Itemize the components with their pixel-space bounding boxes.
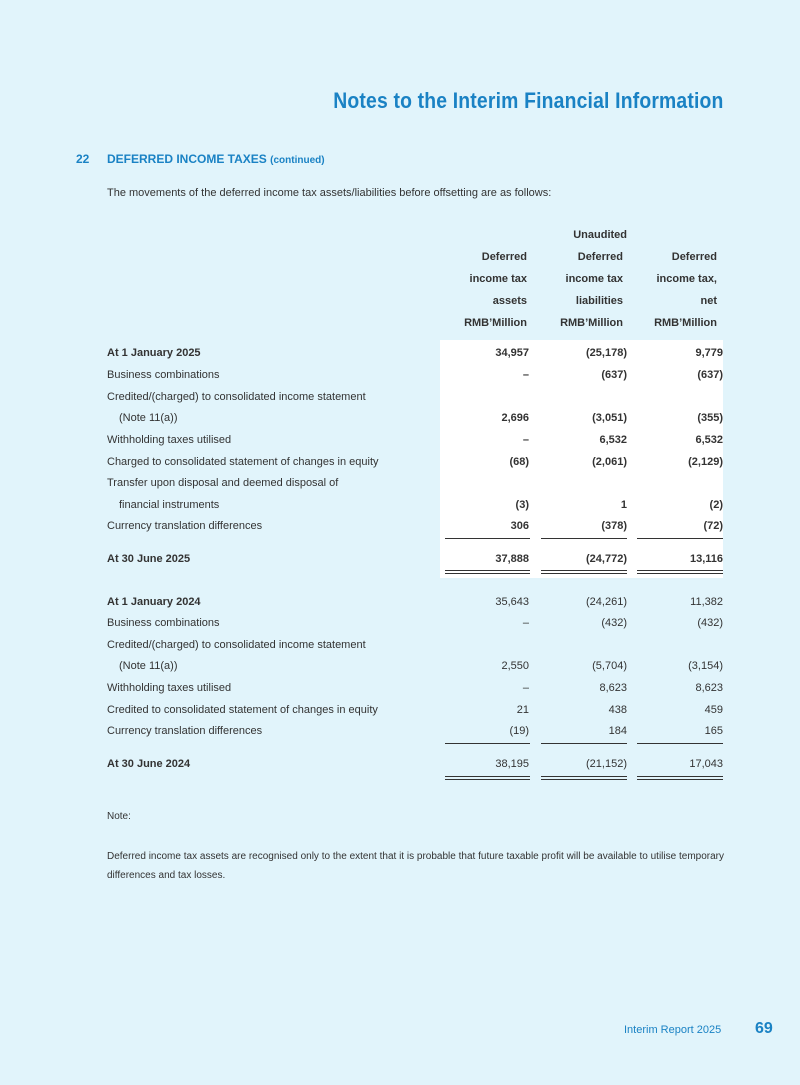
cell-equity-2025-assets: (68)	[509, 456, 529, 468]
footer-report-title: Interim Report 2025	[624, 1024, 722, 1036]
cell-open-2025-liabilities: (25,178)	[586, 347, 627, 359]
cell-close-2024-liabilities: (21,152)	[586, 758, 627, 770]
cell-withholding-2024-net: 8,623	[695, 682, 723, 694]
subtotal-rule	[637, 538, 723, 539]
cell-close-2025-liabilities: (24,772)	[586, 553, 627, 565]
subtotal-rule	[637, 743, 723, 744]
cell-close-2025-assets: 37,888	[495, 553, 529, 565]
row-label-withholding-2024: Withholding taxes utilised	[107, 682, 232, 694]
cell-bizcomb-2025-liabilities: (637)	[601, 369, 627, 381]
cell-fx-2025-net: (72)	[703, 520, 723, 532]
col1-header-l1: Deferred	[481, 251, 527, 263]
row-label-fin-instr-2025: financial instruments	[119, 499, 220, 511]
cell-close-2024-net: 17,043	[689, 758, 723, 770]
cell-open-2025-assets: 34,957	[495, 347, 529, 359]
row-label-close-2025: At 30 June 2025	[107, 553, 191, 565]
note-text: Deferred income tax assets are recognised only to the extent that it is probable that future taxable profit will be available to utilise temporary differences and tax losses.	[107, 851, 724, 881]
total-double-rule	[445, 776, 530, 777]
section-continued: (continued)	[270, 155, 325, 166]
cell-note11-2024-net: (3,154)	[688, 660, 723, 672]
col1-header-unit: RMB’Million	[464, 317, 527, 329]
row-label-note11-2025: (Note 11(a))	[119, 412, 178, 424]
row-label-income-stmt-2024: Credited/(charged) to consolidated income statement	[107, 639, 366, 651]
row-label-fx-2024: Currency translation differences	[107, 725, 263, 737]
subtotal-rule	[541, 743, 627, 744]
col3-header-unit: RMB’Million	[654, 317, 717, 329]
cell-note11-2024-liabilities: (5,704)	[592, 660, 627, 672]
cell-note11-2025-net: (355)	[697, 412, 723, 424]
row-label-transfer-2025: Transfer upon disposal and deemed disposal of	[107, 477, 339, 489]
subtotal-rule	[445, 743, 530, 744]
col2-header-l1: Deferred	[577, 251, 623, 263]
cell-fin-instr-2025-assets: (3)	[515, 499, 529, 511]
cell-withholding-2025-liabilities: 6,532	[599, 434, 627, 446]
row-label-withholding-2025: Withholding taxes utilised	[107, 434, 232, 446]
col3-header-l1: Deferred	[671, 251, 717, 263]
total-double-rule	[445, 573, 530, 574]
col1-header-l2: income tax	[469, 273, 527, 285]
cell-open-2025-net: 9,779	[695, 347, 723, 359]
total-double-rule	[541, 776, 627, 777]
cell-fx-2024-liabilities: 184	[608, 725, 627, 737]
row-label-equity-2024: Credited to consolidated statement of changes in equity	[107, 704, 378, 716]
note-label: Note:	[107, 811, 131, 822]
cell-fx-2024-assets: (19)	[509, 725, 529, 737]
col2-header-unit: RMB’Million	[560, 317, 623, 329]
unaudited-header: Unaudited	[573, 229, 627, 241]
cell-withholding-2024-assets: –	[522, 682, 529, 694]
cell-bizcomb-2024-assets: –	[522, 617, 529, 629]
cell-open-2024-net: 11,382	[690, 596, 723, 608]
cell-close-2024-assets: 38,195	[495, 758, 529, 770]
total-double-rule	[637, 779, 723, 780]
cell-equity-2024-assets: 21	[516, 704, 529, 716]
row-label-equity-2025: Charged to consolidated statement of changes in equity	[107, 456, 379, 468]
col2-header-l2: income tax	[565, 273, 623, 285]
row-label-open-2025: At 1 January 2025	[107, 347, 201, 359]
cell-note11-2025-liabilities: (3,051)	[592, 412, 627, 424]
cell-fin-instr-2025-net: (2)	[709, 499, 723, 511]
row-label-fx-2025: Currency translation differences	[107, 520, 263, 532]
page-number: 69	[755, 1020, 773, 1037]
row-label-note11-2024: (Note 11(a))	[119, 660, 178, 672]
cell-withholding-2025-net: 6,532	[695, 434, 723, 446]
row-label-income-stmt-2025: Credited/(charged) to consolidated income statement	[107, 391, 366, 403]
row-label-bizcomb-2024: Business combinations	[107, 617, 220, 629]
cell-bizcomb-2025-assets: –	[522, 369, 529, 381]
cell-open-2024-assets: 35,643	[495, 596, 529, 608]
subtotal-rule	[445, 538, 530, 539]
total-double-rule	[541, 573, 627, 574]
cell-fx-2024-net: 165	[704, 725, 723, 737]
cell-fin-instr-2025-liabilities: 1	[620, 499, 627, 511]
cell-equity-2025-net: (2,129)	[688, 456, 723, 468]
cell-bizcomb-2024-net: (432)	[697, 617, 723, 629]
total-double-rule	[637, 570, 723, 571]
cell-equity-2024-net: 459	[704, 704, 723, 716]
row-label-close-2024: At 30 June 2024	[107, 758, 191, 770]
total-double-rule	[445, 570, 530, 571]
cell-note11-2024-assets: 2,550	[501, 660, 529, 672]
row-label-bizcomb-2025: Business combinations	[107, 369, 220, 381]
section-number: 22	[76, 152, 90, 166]
intro-paragraph: The movements of the deferred income tax assets/liabilities before offsetting are as follows:	[107, 187, 552, 199]
cell-bizcomb-2025-net: (637)	[697, 369, 723, 381]
total-double-rule	[541, 570, 627, 571]
cell-open-2024-liabilities: (24,261)	[586, 596, 627, 608]
cell-fx-2025-assets: 306	[510, 520, 529, 532]
total-double-rule	[637, 776, 723, 777]
cell-equity-2024-liabilities: 438	[608, 704, 627, 716]
col1-header-l3: assets	[492, 295, 527, 307]
row-label-open-2024: At 1 January 2024	[107, 596, 201, 608]
total-double-rule	[637, 573, 723, 574]
cell-close-2025-net: 13,116	[689, 553, 723, 565]
cell-note11-2025-assets: 2,696	[501, 412, 529, 424]
total-double-rule	[541, 779, 627, 780]
subtotal-rule	[541, 538, 627, 539]
col3-header-l2: income tax,	[656, 273, 717, 285]
section-title-text: DEFERRED INCOME TAXES	[107, 152, 267, 166]
cell-fx-2025-liabilities: (378)	[601, 520, 627, 532]
total-double-rule	[445, 779, 530, 780]
col2-header-l3: liabilities	[575, 295, 623, 307]
cell-withholding-2024-liabilities: 8,623	[599, 682, 627, 694]
col3-header-l3: net	[700, 295, 717, 307]
cell-equity-2025-liabilities: (2,061)	[592, 456, 627, 468]
page-title: Notes to the Interim Financial Information	[333, 88, 724, 113]
cell-withholding-2025-assets: –	[522, 434, 529, 446]
cell-bizcomb-2024-liabilities: (432)	[601, 617, 627, 629]
